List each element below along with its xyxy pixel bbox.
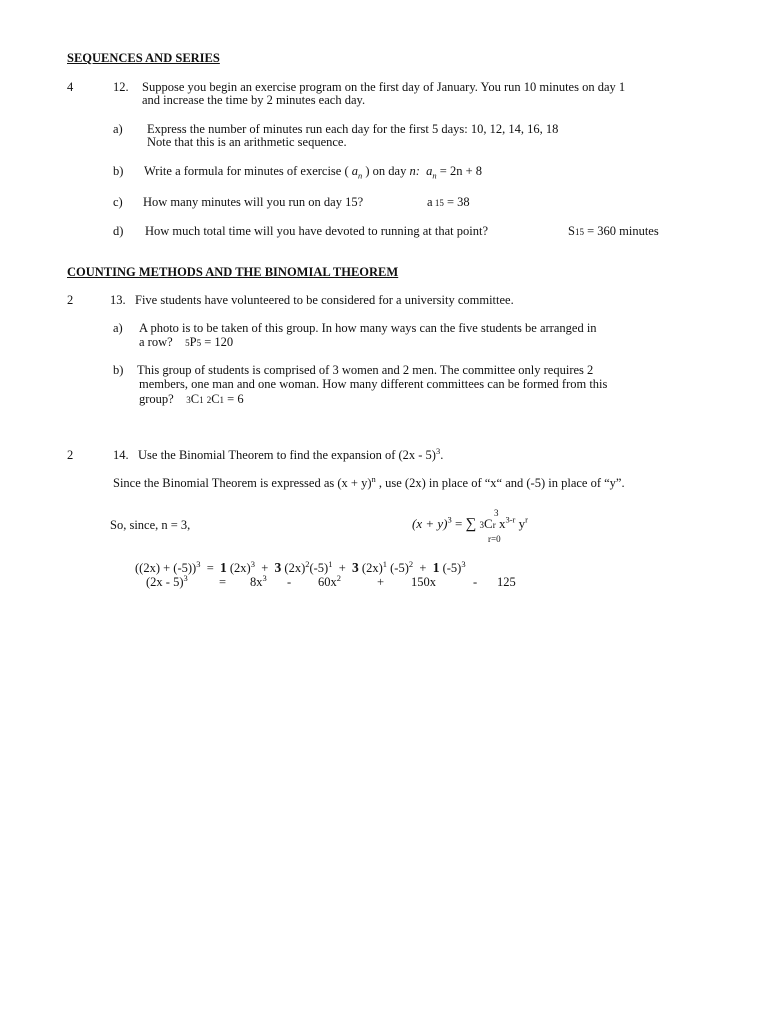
expansion-line-2-eq: =	[219, 575, 227, 589]
section-heading-counting: COUNTING METHODS AND THE BINOMIAL THEOREM	[67, 265, 399, 279]
expansion-line-1: $((2x) + (-5))^3 = 1$ $(2x)^3 + 3$ $(2x)^2(-5)^1 + 3$ $(2x)^1$ $(-5)^2 + 1$ $(-5)^3$	[135, 558, 466, 575]
q12a-label: a)	[113, 122, 123, 136]
sigma-lower-limit: r=0	[488, 534, 501, 544]
expansion-term-2: $60x^2$	[318, 572, 341, 589]
sigma-upper-limit: 3	[494, 508, 499, 518]
binomial-formula: $(x + y)^3$ = ∑ 3Cr $x^{3-r}$ $y^r$	[412, 514, 528, 532]
q12c-answer: a 15 = 38	[427, 195, 470, 209]
expansion-term-1: $8x^3$	[250, 572, 267, 589]
q12c-question: How many minutes will you run on day 15?	[143, 195, 364, 209]
q14-since-text: Since the Binomial Theorem is expressed as $(x + y)^n$ , use (2x) in place of “x“ and (-5) in place of “y”.	[113, 473, 625, 490]
q12d-label: d)	[113, 224, 124, 238]
q13b-line2: members, one man and one woman. How many different committees can be formed from this	[139, 377, 608, 391]
q13b-answer: = 6	[227, 392, 244, 406]
section-heading-sequences: SEQUENCES AND SERIES	[67, 51, 220, 65]
q13-text: Five students have volunteered to be considered for a university committee.	[135, 293, 514, 307]
sigma-symbol: ∑	[465, 516, 477, 532]
q12a-line2: Note that this is an arithmetic sequence.	[147, 135, 347, 149]
q12-text-line2: and increase the time by 2 minutes each day.	[142, 93, 366, 107]
q13b-line1: This group of students is comprised of 3 women and 2 men. The committee only requires 2	[137, 363, 594, 377]
q13-number: 13.	[110, 293, 126, 307]
expansion-term-4: 125	[497, 575, 516, 589]
q13b-label: b)	[113, 363, 124, 377]
q14-so-text: So, since, n = 3,	[110, 518, 191, 532]
q12c-label: c)	[113, 195, 123, 209]
q12b-question: Write a formula for minutes of exercise ( $a_n$ ) on day n: $a_n = 2n + 8$	[144, 164, 482, 181]
q12b-label: b)	[113, 164, 124, 178]
points-q13: 2	[67, 293, 74, 307]
q13a-answer: = 120	[204, 335, 234, 349]
q14-number: 14.	[113, 448, 129, 462]
q13b-line3: group? 3C1 2C1 = 6	[139, 392, 244, 406]
expansion-line-2-lhs: (2x - 5)$^3$	[146, 572, 188, 589]
q13a-line2: a row? 5P5 = 120	[139, 335, 234, 349]
q13a-line1: A photo is to be taken of this group. In how many ways can the five students be arranged in	[139, 321, 597, 335]
q12a-line1: Express the number of minutes run each day for the first 5 days: 10, 12, 14, 16, 18	[147, 122, 559, 136]
expansion-op-3: -	[473, 575, 478, 589]
q13a-label: a)	[113, 321, 123, 335]
q14-text: Use the Binomial Theorem to find the expansion of (2x - 5)$^3$.	[138, 445, 444, 462]
q12-text-line1: Suppose you begin an exercise program on the first day of January. You run 10 minutes on day 1	[142, 80, 626, 94]
expansion-op-1: -	[287, 575, 292, 589]
expansion-op-2: +	[377, 575, 385, 589]
q12d-question: How much total time will you have devoted to running at that point?	[145, 224, 488, 238]
points-q14: 2	[67, 448, 74, 462]
q12-number: 12.	[113, 80, 129, 94]
q12b-answer: = 2n + 8	[439, 164, 482, 178]
q12d-answer: S15 = 360 minutes	[568, 224, 659, 238]
expansion-term-3: 150x	[411, 575, 436, 589]
points-q12: 4	[67, 80, 74, 94]
